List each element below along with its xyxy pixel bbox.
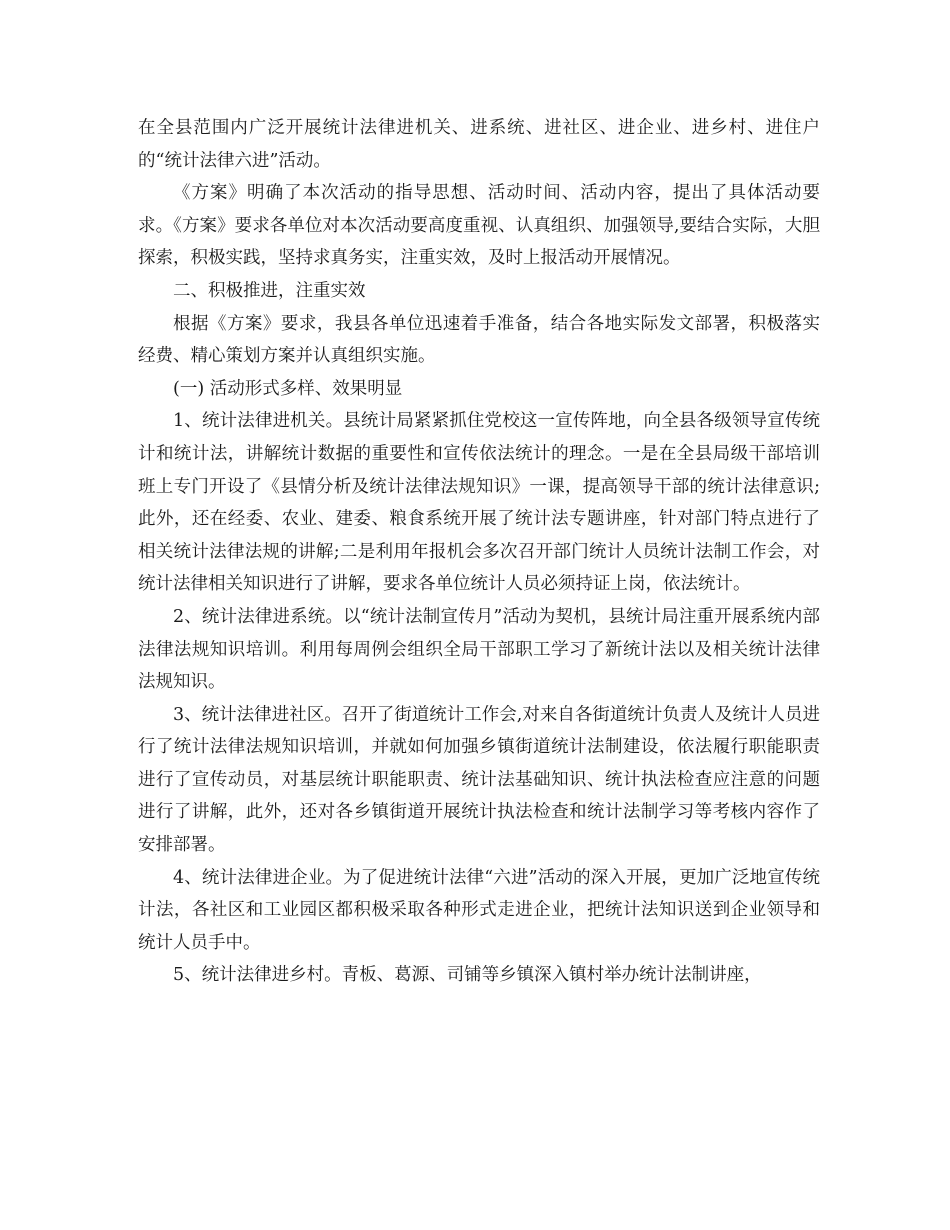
- document-body: [138, 112, 820, 992]
- paragraph-plan-summary: 《方案》明确了本次活动的指导思想、活动时间、活动内容，提出了具体活动要求。《方案》要求各单位对本次活动要高度重视、认真组织、加强领导,要结合实际，大胆探索，积极实践，坚持求真务实，注重实效，及时上报活动开展情况。: [138, 183, 820, 269]
- paragraph-implementation: 根据《方案》要求，我县各单位迅速着手准备，结合各地实际发文部署，积极落实经费、精心策划方案并认真组织实施。: [138, 313, 820, 367]
- paragraph-item-2-system: 2、统计法律进系统。以“统计法制宣传月”活动为契机，县统计局注重开展系统内部法律法规知识培训。利用每周例会组织全局干部职工学习了新统计法以及相关统计法律法规知识。: [138, 606, 820, 693]
- paragraph-continuation: 在全县范围内广泛开展统计法律进机关、进系统、进社区、进企业、进乡村、进住户的“统计法律六进”活动。: [138, 118, 820, 171]
- paragraph-item-3-community: 3、统计法律进社区。召开了街道统计工作会,对来自各街道统计负责人及统计人员进行了统计法律法规知识培训，并就如何加强乡镇街道统计法制建设，依法履行职能职责进行了宣传动员，对基层统计职能职责、统计法基础知识、统计执法检查应注意的问题进行了讲解，此外，还对各乡镇街道开展统计执法检查和统计法制学习等考核内容作了安排部署。: [138, 704, 820, 856]
- paragraph-item-1-organs: 1、统计法律进机关。县统计局紧紧抓住党校这一宣传阵地，向全县各级领导宣传统计和统计法，讲解统计数据的重要性和宣传依法统计的理念。一是在全县局级干部培训班上专门开设了《县情分析及统计法律法规知识》一课，提高领导干部的统计法律意识;此外，还在经委、农业、建委、粮食系统开展了统计法专题讲座，针对部门特点进行了相关统计法律法规的讲解;二是利用年报机会多次召开部门统计人员统计法制工作会，对统计法律相关知识进行了讲解，要求各单位统计人员必须持证上岗，依法统计。: [138, 411, 820, 595]
- section-heading-2: 二、积极推进，注重实效: [173, 280, 366, 301]
- subsection-heading-1: (一) 活动形式多样、效果明显: [173, 378, 403, 399]
- paragraph-item-5-village: 5、统计法律进乡村。青板、葛源、司铺等乡镇深入镇村举办统计法制讲座，: [173, 965, 762, 986]
- paragraph-item-4-enterprise: 4、统计法律进企业。为了促进统计法律“六进”活动的深入开展，更加广泛地宣传统计法，各社区和工业园区都积极采取各种形式走进企业，把统计法知识送到企业领导和统计人员手中。: [138, 867, 820, 953]
